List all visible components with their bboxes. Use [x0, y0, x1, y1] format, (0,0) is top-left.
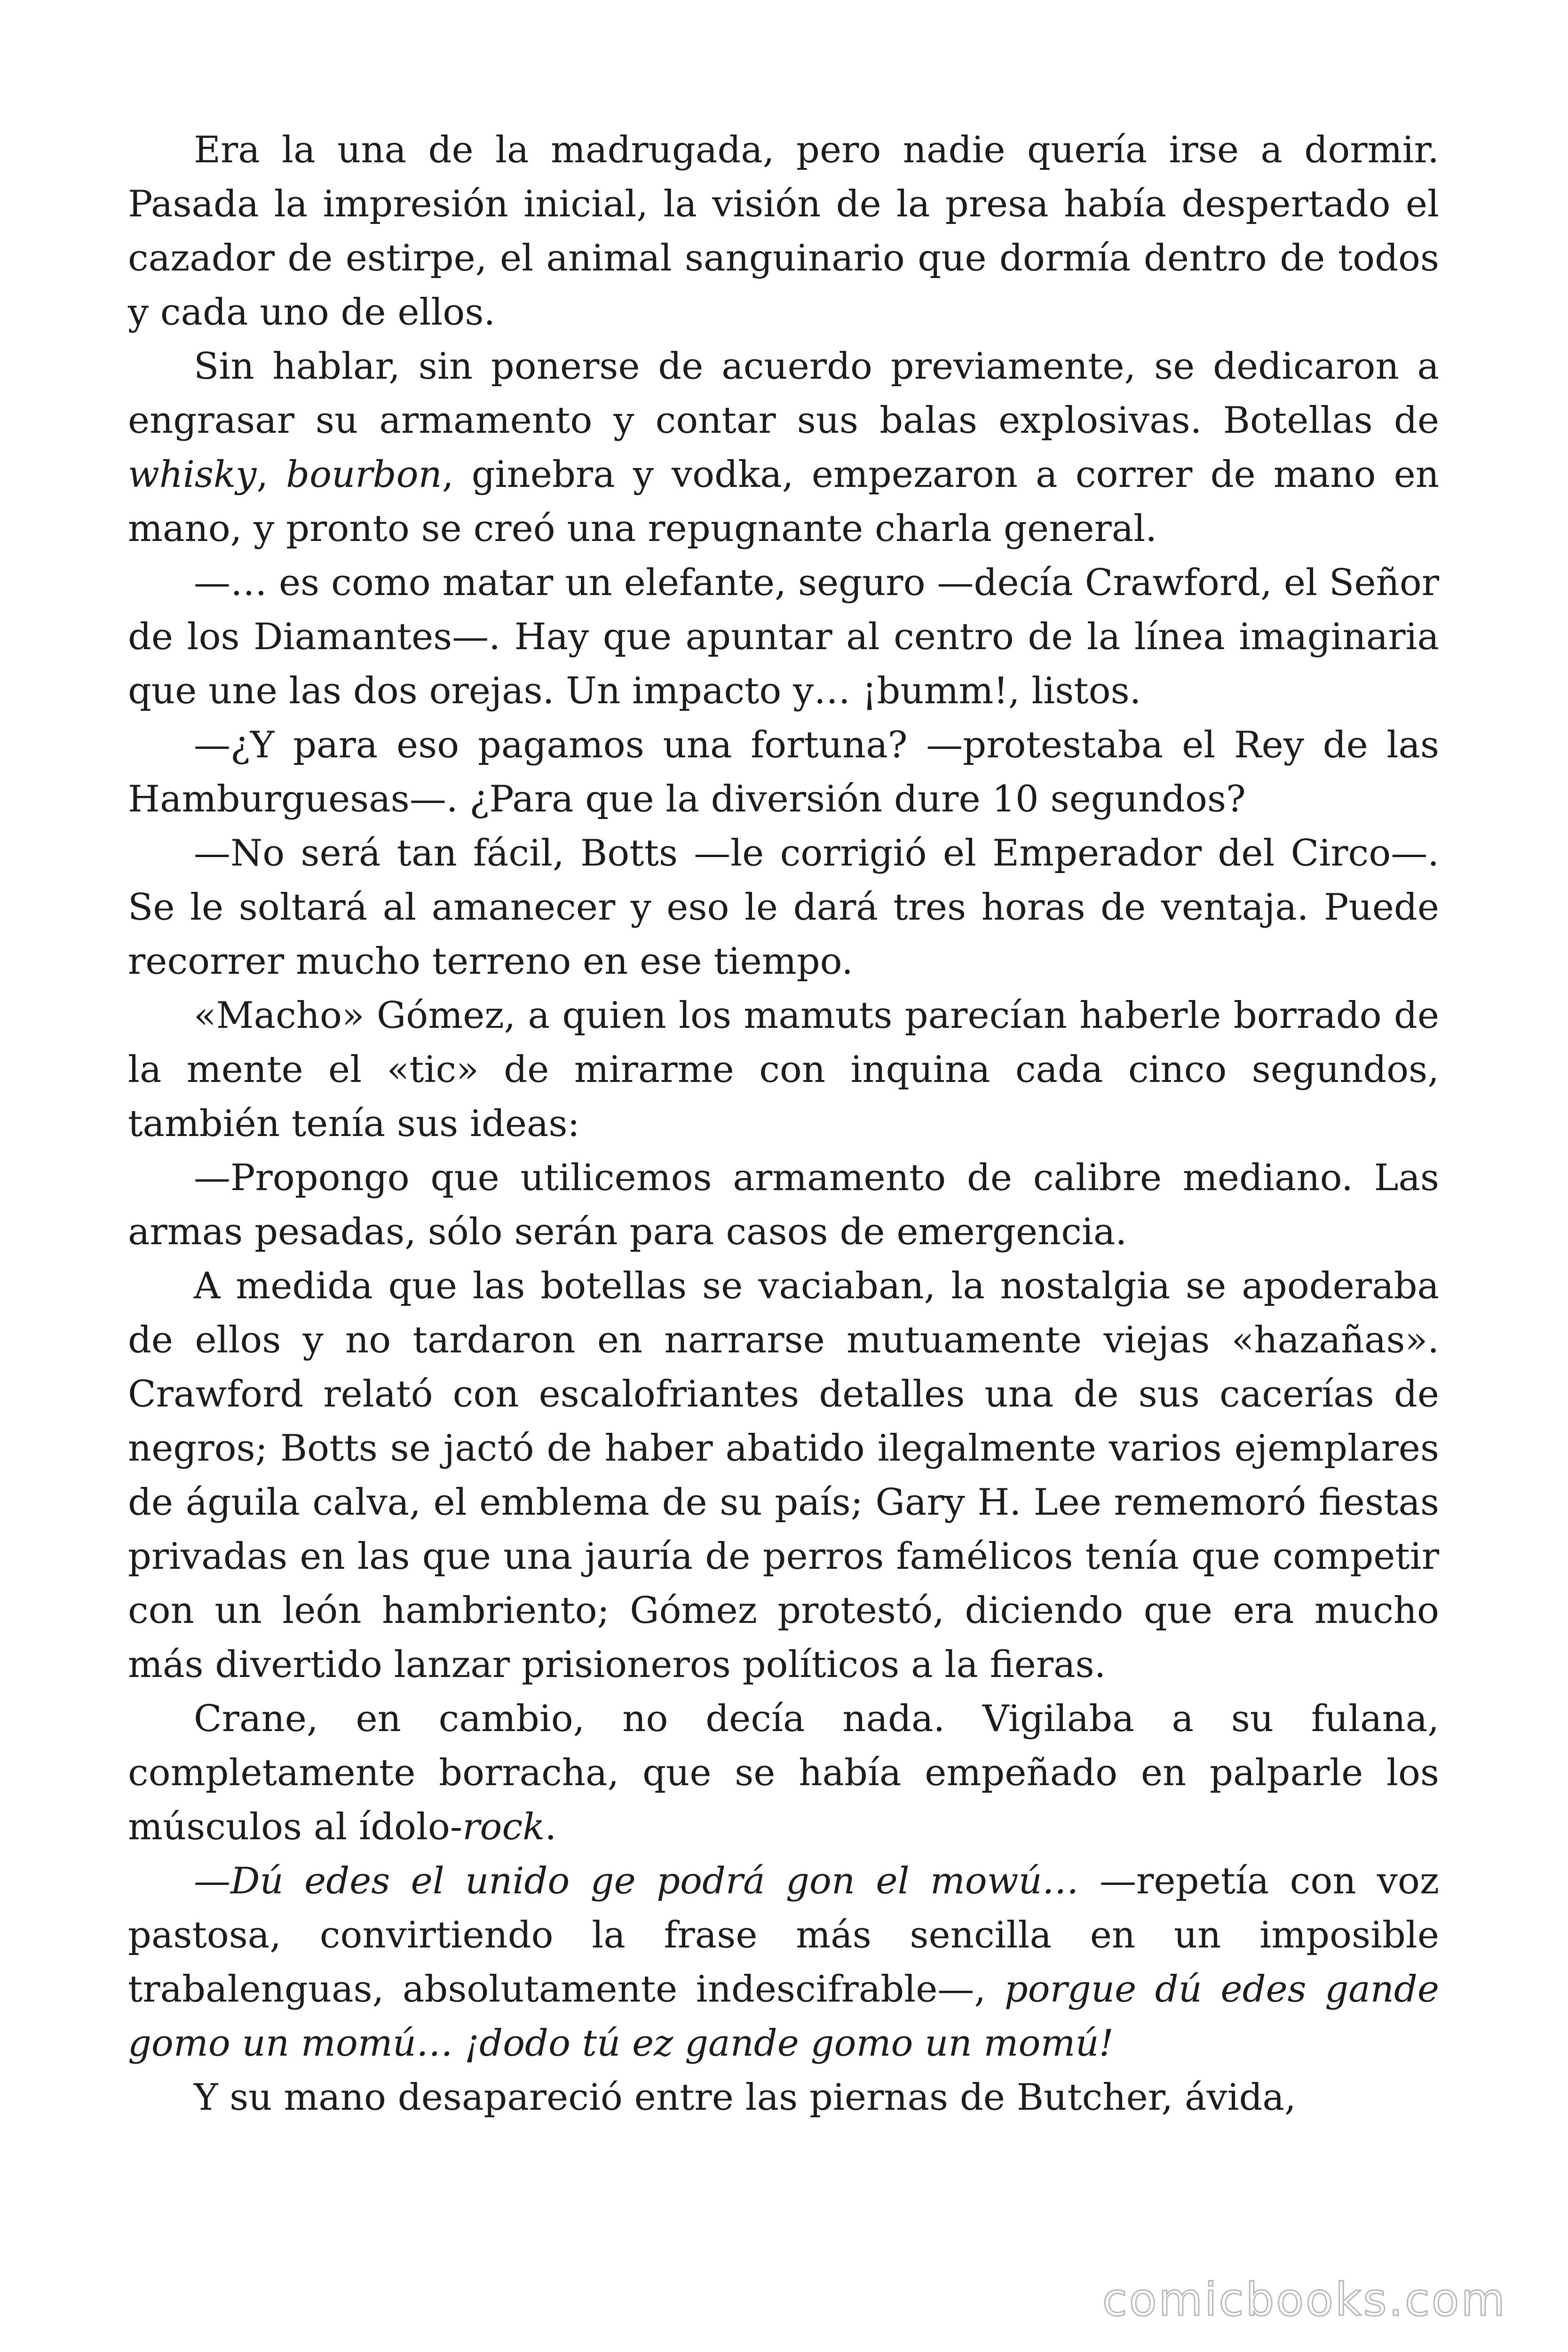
page-body — [128, 123, 1439, 2125]
paragraph-10: —Dú edes el unido ge podrá gon el mowú… —repetía con voz pastosa, convirtiendo la frase más sencilla en un imposible trabalenguas, absolutamente indescifrable—, porgue dú edes gande gomo un momú… ¡dodo tú ez gande gomo un momú! — [128, 1860, 1439, 2065]
paragraph-8: A medida que las botellas se vaciaban, la nostalgia se apoderaba de ellos y no tardaron en narrarse mutuamente viejas «hazañas». Crawford relató con escalofriantes detalles una de sus cacerías de negros; Botts se jactó de haber abatido ilegalmente varios ejemplares de águila calva, el emblema de su país; Gary H. Lee rememoró fiestas privadas en las que una jauría de perros famélicos tenía que competir con un león hambriento; Gómez protestó, diciendo que era mucho más divertido lanzar prisioneros políticos a la fieras. — [128, 1265, 1439, 1686]
paragraph-2: Sin hablar, sin ponerse de acuerdo previamente, se dedicaron a engrasar su armamento y contar sus balas explosivas. Botellas de whisky, bourbon, ginebra y vodka, empezaron a correr de mano en mano, y pronto se creó una repugnante charla general. — [128, 345, 1439, 550]
paragraph-5: —No será tan fácil, Botts —le corrigió el Emperador del Circo—. Se le soltará al amanecer y eso le dará tres horas de ventaja. Puede recorrer mucho terreno en ese tiempo. — [128, 832, 1439, 983]
paragraph-1: Era la una de la madrugada, pero nadie quería irse a dormir. Pasada la impresión inicial, la visión de la presa había despertado el cazador de estirpe, el animal sanguinario que dormía dentro de todos y cada uno de ellos. — [128, 129, 1439, 334]
paragraph-7: —Propongo que utilicemos armamento de calibre mediano. Las armas pesadas, sólo serán para casos de emergencia. — [128, 1157, 1439, 1253]
paragraph-6: «Macho» Gómez, a quien los mamuts parecían haberle borrado de la mente el «tic» de mirarme con inquina cada cinco segundos, también tenía sus ideas: — [128, 994, 1439, 1145]
watermark: comicbooks.com — [1102, 2273, 1507, 2326]
paragraph-9: Crane, en cambio, no decía nada. Vigilaba a su fulana, completamente borracha, que se había empeñado en palparle los músculos al ídolo-rock. — [128, 1698, 1439, 1848]
paragraph-11: Y su mano desapareció entre las piernas de Butcher, ávida, — [194, 2076, 1296, 2119]
paragraph-4: —¿Y para eso pagamos una fortuna? —protestaba el Rey de las Hamburguesas—. ¿Para que la diversión dure 10 segundos? — [128, 724, 1439, 820]
paragraph-3: —… es como matar un elefante, seguro —decía Crawford, el Señor de los Diamantes—. Hay que apuntar al centro de la línea imaginaria que une las dos orejas. Un impacto y… ¡bumm!, listos. — [128, 562, 1439, 712]
